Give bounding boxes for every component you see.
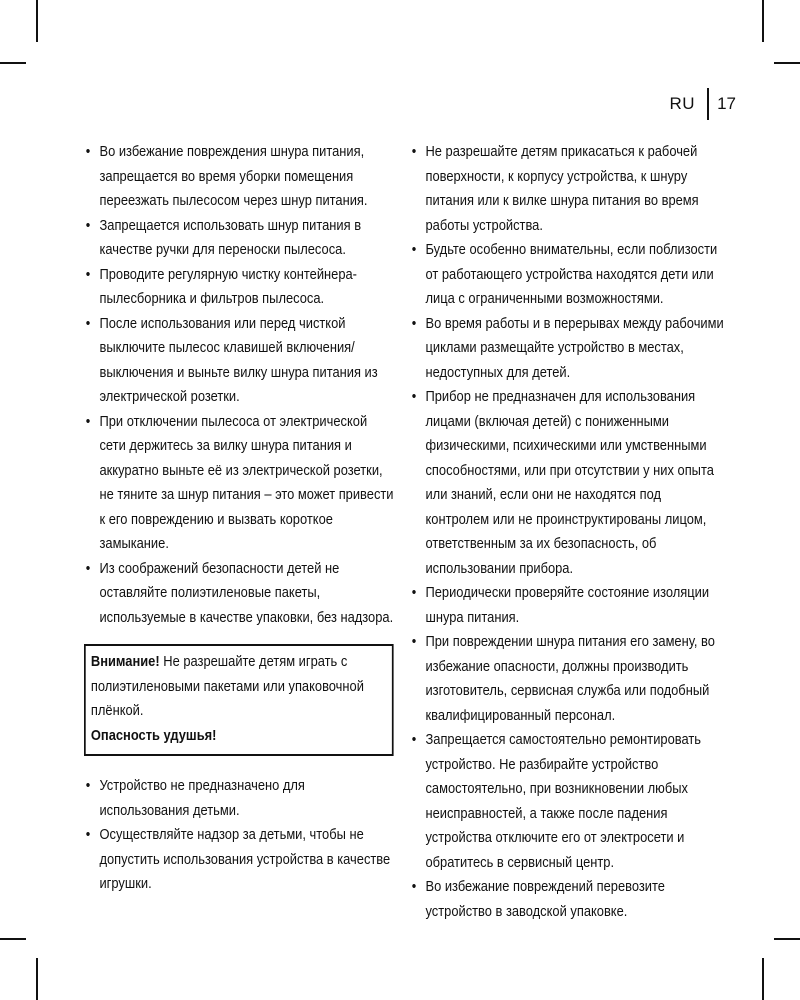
warning-text: Не разрешайте детям играть с полиэтиленовыми пакетами или упаковочной плёнкой. <box>90 653 364 719</box>
list-item: • Прибор не предназначен для использования лицами (включая детей) с пониженными физическими, психическими или умственными способностями, или при отсутствии у них опыта или знаний, если они не находятся под контролем или не проинструктированы лицом, ответственным за их безопасность, об использовании прибора. <box>410 385 728 581</box>
right-column <box>410 140 728 924</box>
list-item: • Осуществляйте надзор за детьми, чтобы не допустить использования устройства в качестве игрушки. <box>84 823 394 897</box>
warning-box <box>84 644 394 756</box>
warning-label: Внимание! <box>90 653 160 670</box>
list-item: • Во время работы и в перерывах между рабочими циклами размещайте устройство в местах, недоступных для детей. <box>410 312 728 386</box>
crop-mark-top-right <box>762 0 764 42</box>
list-item: • Не разрешайте детям прикасаться к рабочей поверхности, к корпусу устройства, к шнуру питания или к вилке шнура питания во время работы устройства. <box>410 140 728 238</box>
list-item: • Устройство не предназначено для использования детьми. <box>84 774 394 823</box>
list-item: • Запрещается использовать шнур питания в качестве ручки для переноски пылесоса. <box>84 214 394 263</box>
left-column <box>84 140 394 897</box>
list-item: • Периодически проверяйте состояние изоляции шнура питания. <box>410 581 728 630</box>
list-item: • При отключении пылесоса от электрической сети держитесь за вилку шнура питания и аккуратно выньте её из электрической розетки, не тяните за шнур питания – это может привести к его повреждению и вызвать короткое замыкание. <box>84 410 394 557</box>
warning-emphasis: Опасность удушья! <box>90 726 217 744</box>
crop-mark-bottom-right-h <box>774 938 800 940</box>
crop-mark-bottom-left-h <box>0 938 26 940</box>
header-separator <box>707 88 709 120</box>
left-bullets-top <box>84 140 394 630</box>
list-item: • Из соображений безопасности детей не оставляйте полиэтиленовые пакеты, используемые в качестве упаковки, без надзора. <box>84 557 394 631</box>
list-item: • Во избежание повреждений перевозите устройство в заводской упаковке. <box>410 875 728 924</box>
crop-mark-top-left-h <box>0 62 26 64</box>
right-bullets <box>410 140 728 924</box>
left-bullets-bottom <box>84 774 394 897</box>
list-item: • При повреждении шнура питания его замену, во избежание опасности, должны производить изготовитель, сервисная служба или подобный квалифицированный персонал. <box>410 630 728 728</box>
page-header <box>670 88 736 120</box>
language-code: RU <box>669 94 696 113</box>
page-number: 17 <box>717 94 736 113</box>
list-item: • Запрещается самостоятельно ремонтировать устройство. Не разбирайте устройство самостоятельно, при возникновении любых неисправностей, а также после падения устройства отключите его от электросети и обратитесь в сервисный центр. <box>410 728 728 875</box>
crop-mark-top-left <box>36 0 38 42</box>
list-item: • Во избежание повреждения шнура питания, запрещается во время уборки помещения переезжать пылесосом через шнур питания. <box>84 140 394 214</box>
list-item: • Будьте особенно внимательны, если поблизости от работающего устройства находятся дети или лица с ограниченными возможностями. <box>410 238 728 312</box>
crop-mark-bottom-left <box>36 958 38 1000</box>
list-item: • После использования или перед чисткой выключите пылесос клавишей включения/выключения и выньте вилку шнура питания из электрической розетки. <box>84 312 394 410</box>
crop-mark-top-right-h <box>774 62 800 64</box>
crop-mark-bottom-right <box>762 958 764 1000</box>
list-item: • Проводите регулярную чистку контейнера-пылесборника и фильтров пылесоса. <box>84 263 394 312</box>
